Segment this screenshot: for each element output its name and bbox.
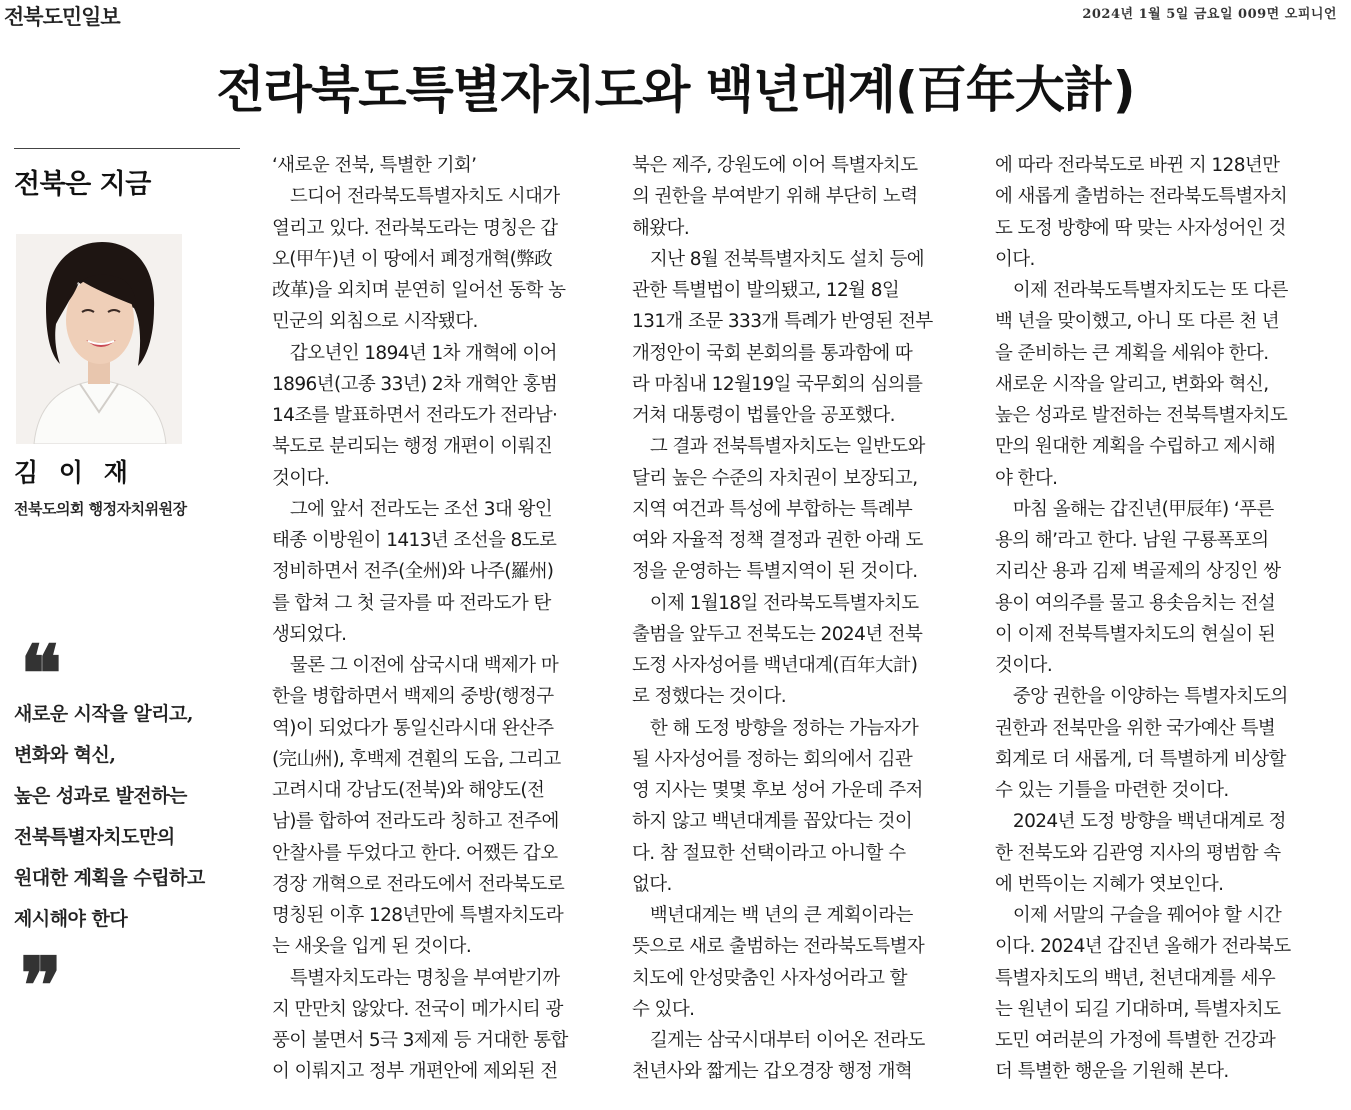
article-column-1 [272, 150, 606, 1088]
article-text-line: 고려시대 강남도(전북)와 해양도(전 [272, 780, 545, 801]
article-text-line: 북은 제주, 강원도에 이어 특별자치도 [632, 155, 918, 176]
article-text-line: 2024년 도정 방향을 백년대계로 정 [995, 811, 1286, 833]
article-text-line: 갑오년인 1894년 1차 개혁에 이어 [272, 342, 557, 364]
article-text-line: 131개 조문 333개 특례가 반영된 전부 [632, 311, 933, 333]
article-text-line: 백년대계는 백 년의 큰 계획이라는 [632, 905, 913, 926]
article-text-line: 이제 서말의 구슬을 꿰어야 할 시간 [995, 905, 1282, 926]
article-text-line: 도민 여러분의 가정에 특별한 건강과 [995, 1030, 1276, 1051]
article-text-line: 권한과 전북만을 위한 국가예산 특별 [995, 717, 1276, 739]
article-text-line: 정을 운영하는 특별지역이 된 것이다. [632, 561, 918, 583]
article-text-line: 다. 참 절묘한 선택이라고 아니할 수 [632, 842, 906, 864]
article-text-line: 도 도정 방향에 딱 맞는 사자성어인 것 [995, 217, 1286, 239]
article-text-line: 거쳐 대통령이 법률안을 공포했다. [632, 405, 895, 426]
pull-quote-line: 변화와 혁신, [14, 744, 116, 766]
article-text-line: 없다. [632, 873, 672, 895]
article-text-line: 정비하면서 전주(全州)와 나주(羅州) [272, 561, 554, 583]
section-label: 전북은 지금 [14, 169, 151, 200]
issue-date-line: 2024년 1월 5일 금요일 009면 오피니언 [1082, 7, 1337, 22]
article-text-line: 개정안이 국회 본회의를 통과함에 따 [632, 342, 913, 364]
article-text-line: 민군의 외침으로 시작됐다. [272, 311, 478, 333]
author-title: 전북도의회 행정자치위원장 [14, 500, 187, 518]
article-text-line: 역)이 되었다가 통일신라시대 완산주 [272, 717, 554, 739]
article-text-line: 것이다. [995, 655, 1053, 676]
article-text-line: 그 결과 전북특별자치도는 일반도와 [632, 436, 925, 458]
article-text-line: 특별자치도라는 명칭을 부여받기까 [272, 967, 560, 989]
article-text-line: 수 있다. [632, 998, 695, 1020]
column-sidebar [14, 148, 240, 1108]
pull-quote-line: 제시해야 한다 [14, 908, 128, 930]
article-text-line: 한 해 도정 방향을 정하는 가늠자가 [632, 717, 919, 739]
article-text-line: 달리 높은 수준의 자치권이 보장되고, [632, 467, 918, 489]
article-text-line: 풍이 불면서 5극 3제제 등 거대한 통합 [272, 1030, 568, 1051]
article-text-line: 14조를 발표하면서 전라도가 전라남· [272, 405, 558, 426]
article-text-line: 뜻으로 새로 출범하는 전라북도특별자 [632, 936, 925, 958]
article-text-line: 용의 해’라고 한다. 남원 구룡폭포의 [995, 530, 1269, 551]
article-text-line: 명칭된 이후 128년만에 특별자치도라 [272, 905, 564, 926]
article-text-line: 이제 1월18일 전라북도특별자치도 [632, 592, 919, 614]
article-text-line: 그에 앞서 전라도는 조선 3대 왕인 [272, 498, 552, 520]
article-text-line: 의 권한을 부여받기 위해 부단히 노력 [632, 186, 918, 208]
article-text-line: 는 새옷을 입게 된 것이다. [272, 936, 472, 958]
article-text-line: 야 한다. [995, 467, 1058, 489]
pull-quote [14, 694, 254, 940]
article-column-3 [995, 150, 1329, 1088]
article-text-line: 이 이제 전북특별자치도의 현실이 된 [995, 623, 1276, 645]
sidebar-divider [14, 148, 240, 149]
article-text-line: 높은 성과로 발전하는 전북특별자치도 [995, 405, 1288, 426]
article-text-line: 천년사와 짧게는 갑오경장 행정 개혁 [632, 1061, 913, 1083]
article-text-line: 새로운 시작을 알리고, 변화와 혁신, [995, 373, 1269, 395]
article-text-line: 1896년(고종 33년) 2차 개혁안 홍범 [272, 373, 558, 395]
article-text-line: 열리고 있다. 전라북도라는 명칭은 갑 [272, 217, 558, 239]
article-text-line: 백 년을 맞이했고, 아니 또 다른 천 년 [995, 311, 1280, 333]
article-text-line: 는 원년이 되길 기대하며, 특별자치도 [995, 998, 1281, 1020]
article-text-line: 에 새롭게 출범하는 전라북도특별자치 [995, 186, 1288, 208]
article-text-line: 안찰사를 두었다고 한다. 어쨌든 갑오 [272, 842, 558, 864]
article-text-line: 수 있는 기틀을 마련한 것이다. [995, 780, 1229, 801]
article-text-line: 관한 특별법이 발의됐고, 12월 8일 [632, 280, 900, 301]
article-text-line: 마침 올해는 갑진년(甲辰年) ‘푸른 [995, 498, 1274, 520]
article-text-line: 특별자치도의 백년, 천년대계를 세우 [995, 967, 1276, 989]
article-text-line: 영 지사는 몇몇 후보 성어 가운데 주저 [632, 780, 923, 801]
article-text-line: 물론 그 이전에 삼국시대 백제가 마 [272, 655, 559, 676]
pull-quote-line: 전북특별자치도만의 [14, 826, 175, 848]
article-text-line: (完山州), 후백제 견훤의 도읍, 그리고 [272, 748, 561, 770]
article-text-line: 길게는 삼국시대부터 이어온 전라도 [632, 1030, 925, 1051]
article-text-line: 로 정했다는 것이다. [632, 686, 787, 708]
newspaper-logo: 전북도민일보 [4, 4, 120, 29]
article-text-line: 지역 여건과 특성에 부합하는 특례부 [632, 498, 913, 520]
article-text-line: 오(甲午)년 이 땅에서 폐정개혁(弊政 [272, 248, 553, 270]
article-text-line: 을 준비하는 큰 계획을 세워야 한다. [995, 342, 1269, 364]
pull-quote-line: 원대한 계획을 수립하고 [14, 867, 205, 889]
article-text-line: 중앙 권한을 이양하는 특별자치도의 [995, 686, 1288, 708]
article-text-line: 출범을 앞두고 전북도는 2024년 전북 [632, 623, 923, 645]
article-text-line: 더 특별한 행운을 기원해 본다. [995, 1061, 1229, 1083]
article-text-line: 북도로 분리되는 행정 개편이 이뤄진 [272, 436, 553, 458]
article-text-line: 지난 8월 전북특별자치도 설치 등에 [632, 248, 924, 270]
article-text-line: 도정 사자성어를 백년대계(百年大計) [632, 655, 918, 676]
author-portrait-image [16, 234, 182, 444]
article-text-line: 생되었다. [272, 623, 347, 645]
article-text-line: 치도에 안성맞춤인 사자성어라고 할 [632, 967, 907, 989]
article-text-line: ‘새로운 전북, 특별한 기회’ [272, 155, 477, 176]
close-quote-icon: ❞ [20, 941, 62, 1032]
article-text-line: 하지 않고 백년대계를 꼽았다는 것이 [632, 811, 913, 833]
article-text-line: 이다. [995, 248, 1035, 270]
article-text-line: 改革)을 외치며 분연히 일어선 동학 농 [272, 280, 566, 301]
article-column-2 [632, 150, 966, 1088]
article-text-line: 될 사자성어를 정하는 회의에서 김관 [632, 748, 913, 770]
article-text-line: 것이다. [272, 467, 330, 489]
pull-quote-line: 높은 성과로 발전하는 [14, 785, 187, 807]
masthead [0, 0, 1351, 30]
article-text-line: 에 따라 전라북도로 바뀐 지 128년만 [995, 155, 1280, 176]
article-text-line: 경장 개혁으로 전라도에서 전라북도로 [272, 873, 565, 895]
article-text-line: 만의 원대한 계획을 수립하고 제시해 [995, 436, 1276, 458]
author-portrait [16, 234, 182, 444]
article-text-line: 에 번뜩이는 지혜가 엿보인다. [995, 873, 1224, 895]
article-text-line: 해왔다. [632, 217, 690, 239]
article-text-line: 이다. 2024년 갑진년 올해가 전라북도 [995, 936, 1291, 958]
article-text-line: 회계로 더 새롭게, 더 특별하게 비상할 [995, 748, 1286, 770]
article-text-line: 남)를 합하여 전라도라 칭하고 전주에 [272, 811, 559, 833]
article-text-line: 드디어 전라북도특별자치도 시대가 [272, 186, 560, 208]
article-text-line: 이 이뤄지고 정부 개편안에 제외된 전 [272, 1061, 558, 1083]
article-text-line: 지리산 용과 김제 벽골제의 상징인 쌍 [995, 561, 1281, 583]
author-name: 김 이 재 [14, 458, 134, 487]
article-text-line: 한을 병합하면서 백제의 중방(행정구 [272, 686, 554, 708]
article-text-line: 라 마침내 12월19일 국무회의 심의를 [632, 373, 923, 395]
pull-quote-line: 새로운 시작을 알리고, [14, 703, 194, 725]
article-text-line: 여와 자율적 정책 결정과 권한 아래 도 [632, 530, 923, 551]
article-text-line: 를 합쳐 그 첫 글자를 따 전라도가 탄 [272, 592, 551, 614]
article-text-line: 지 만만치 않았다. 전국이 메가시티 광 [272, 998, 563, 1020]
article-text-line: 이제 전라북도특별자치도는 또 다른 [995, 280, 1288, 301]
open-quote-icon: ❝ [20, 629, 62, 720]
article-headline: 전라북도특별자치도와 백년대계(百年大計) [216, 61, 1135, 119]
article-text-line: 한 전북도와 김관영 지사의 평범함 속 [995, 842, 1281, 864]
article-text-line: 태종 이방원이 1413년 조선을 8도로 [272, 530, 557, 551]
article-text-line: 용이 여의주를 물고 용솟음치는 전설 [995, 592, 1276, 614]
